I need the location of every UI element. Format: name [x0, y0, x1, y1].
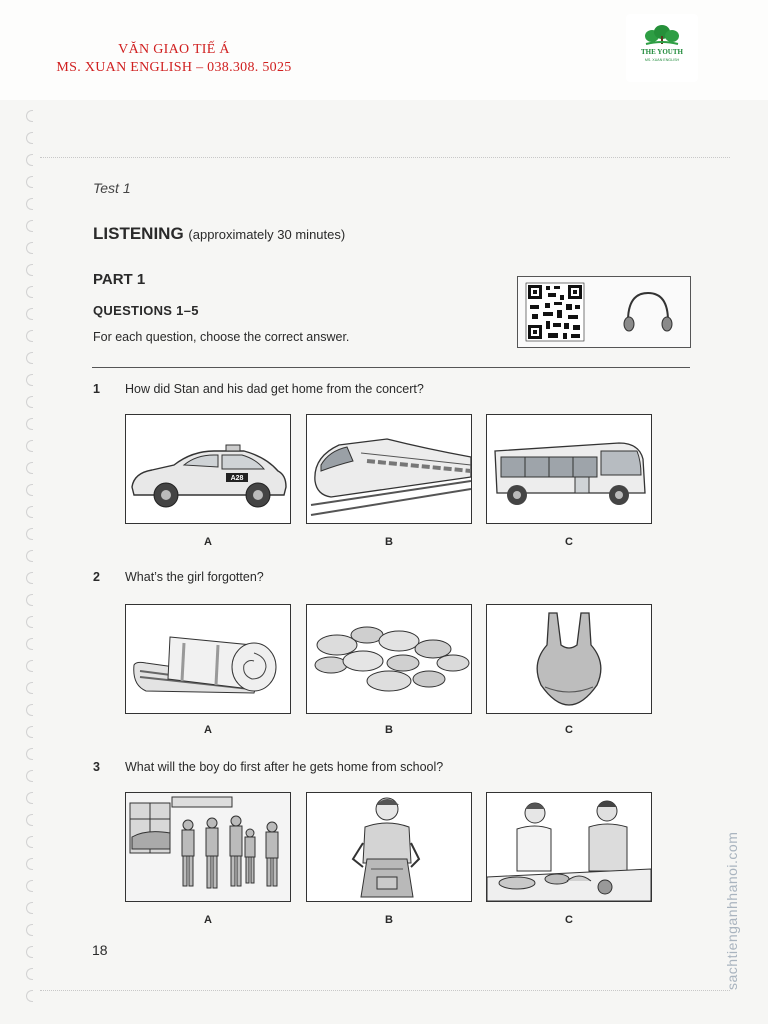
option-label: C [565, 536, 573, 548]
page-number: 18 [92, 942, 108, 958]
tree-logo-icon [626, 14, 698, 82]
option-image-boy-bag[interactable] [306, 792, 472, 902]
option-image-bus[interactable] [486, 414, 652, 524]
question-text: What’s the girl forgotten? [125, 570, 264, 584]
section-title-main: LISTENING [93, 224, 184, 243]
question-number: 1 [93, 382, 100, 396]
option-image-towel[interactable] [125, 604, 291, 714]
taxi-plate: A28 [230, 475, 244, 482]
option-label: C [565, 914, 573, 926]
option-label: A [204, 914, 212, 926]
questions-range: QUESTIONS 1–5 [93, 303, 199, 318]
option-image-coins[interactable] [306, 604, 472, 714]
question-text: What will the boy do first after he gets home from school? [125, 760, 444, 774]
section-title [93, 224, 345, 244]
section-subtitle: (approximately 30 minutes) [188, 227, 346, 242]
question-number: 3 [93, 760, 100, 774]
watermark: sachtienganhhanoi.com [724, 831, 740, 990]
test-label: Test 1 [93, 180, 131, 196]
option-image-taxi[interactable] [125, 414, 291, 524]
option-label: B [385, 536, 393, 548]
option-label: A [204, 536, 212, 548]
header-line-2: MS. XUAN ENGLISH – 038.308. 5025 [56, 60, 292, 75]
option-image-train[interactable] [306, 414, 472, 524]
svg-text:MS. XUAN ENGLISH: MS. XUAN ENGLISH [644, 58, 680, 62]
header-line-1: VĂN GIAO TIẾ Á [118, 42, 230, 57]
qr-code-icon [526, 283, 584, 341]
option-label: A [204, 724, 212, 736]
option-label: C [565, 724, 573, 736]
svg-text:THE YOUTH: THE YOUTH [641, 48, 683, 56]
instruction-text: For each question, choose the correct answer. [93, 330, 350, 344]
top-dotted-divider [40, 157, 730, 158]
option-image-queue[interactable] [125, 792, 291, 902]
headphones-icon [624, 293, 672, 331]
option-image-cooking[interactable] [486, 792, 652, 902]
option-image-swimsuit[interactable] [486, 604, 652, 714]
audio-media-box [517, 276, 691, 348]
option-label: B [385, 724, 393, 736]
part-heading: PART 1 [93, 271, 146, 288]
bottom-dotted-divider [40, 990, 730, 991]
option-label: B [385, 914, 393, 926]
question-number: 2 [93, 570, 100, 584]
section-divider [92, 367, 690, 368]
question-text: How did Stan and his dad get home from the concert? [125, 382, 424, 396]
the-youth-logo [626, 14, 698, 82]
binder-holes [26, 110, 40, 1010]
